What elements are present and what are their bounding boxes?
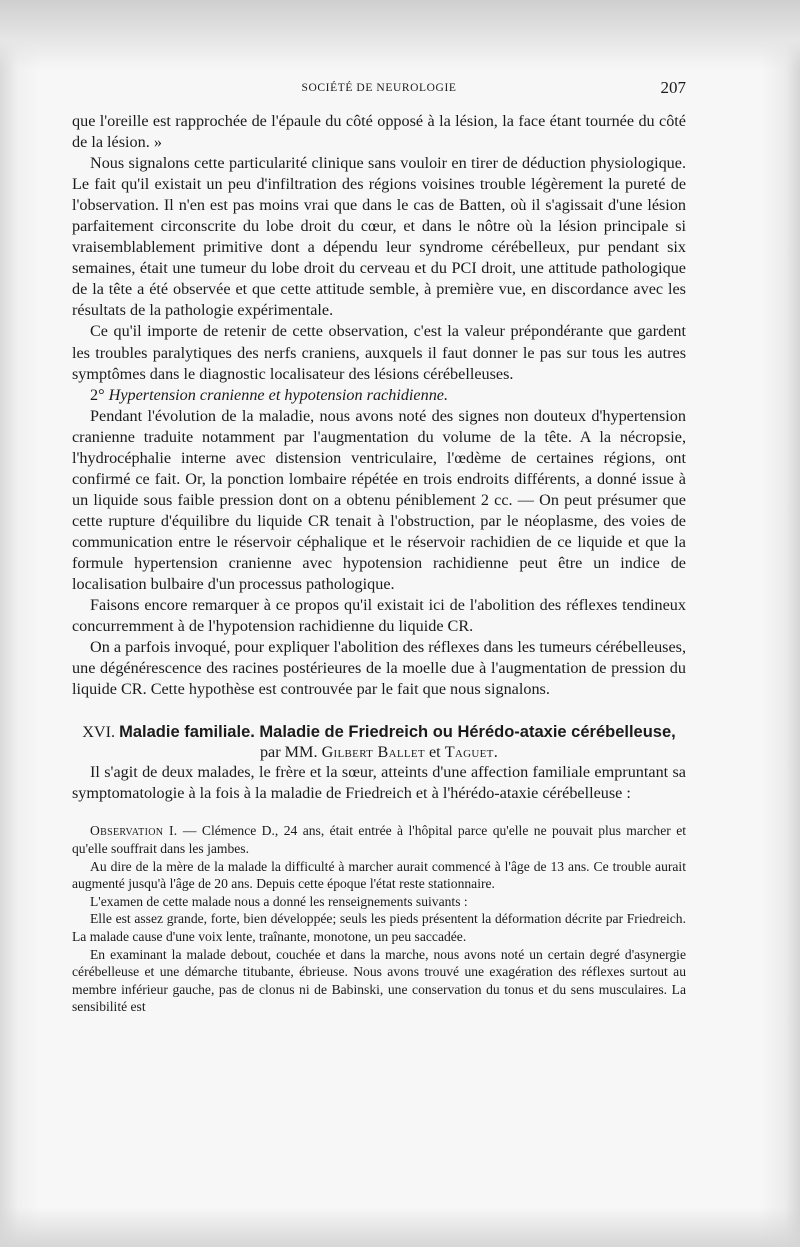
subheading-title: Hypertension cranienne et hypotension rachidienne.: [108, 385, 449, 404]
author-2: Taguet.: [444, 743, 499, 762]
body-text: [72, 111, 686, 1016]
paragraph-clinical-remark: Nous signalons cette particularité clinique sans vouloir en tirer de déduction physiologique. Le fait qu'il existait un peu d'infiltration des régions voisines trouble légèrement la pureté de l'observation. Il n'en est pas moins vrai que dans le cas de Batten, où il s'agissait d'une lésion parfaitement circonscrite du lobe droit du cœur, et dans le nôtre où la lésion principale si vraisemblablement primitive dont a dépendu leur syndrome cérébelleux, pur pendant six semaines, était une tumeur du lobe droit du cerveau et du PCI droit, une attitude pathologique de la tête a été observée et que cette attitude semble, à première vue, en discordance avec les résultats de la pathologie expérimentale.: [72, 154, 686, 320]
author-1: Gilbert Ballet: [321, 743, 425, 762]
section-number: XVI.: [82, 723, 116, 742]
running-head: SOCIÉTÉ DE NEUROLOGIE: [301, 82, 457, 94]
paragraph-intro: Il s'agit de deux malades, le frère et la sœur, atteints d'une affection familiale empruntant sa symptomatologie à la fois à la maladie de Friedreich et à l'hérédo-ataxie cérébelleuse :: [72, 763, 686, 803]
subheading-number: 2°: [90, 385, 105, 404]
observation-text-5: En examinant la malade debout, couchée et dans la marche, nous avons noté un certain degré d'asynergie cérébelleuse et une démarche titubante, ébrieuse. Nous avons trouvé une exagération des réflexes surtout au membre inférieur gauche, pas de clonus ni de Babinski, une conservation du tonus et du sens musculaires. La sensibilité est: [72, 946, 686, 1015]
scan-shadow-top: [0, 0, 800, 70]
paragraph-hypothesis: On a parfois invoqué, pour expliquer l'abolition des réflexes dans les tumeurs cérébelleuses, une dégénérescence des racines postérieures de la moelle due à l'augmentation de pression du liquide CR. Cette hypothèse est controuvée par le fait que nous signalons.: [72, 638, 686, 699]
observation-text-4: Elle est assez grande, forte, bien développée; seuls les pieds présentent la déformation décrite par Friedreich. La malade cause d'une voix lente, traînante, monotone, un peu saccadée.: [72, 911, 686, 944]
observation-text-1: — Clémence D., 24 ans, était entrée à l'hôpital parce qu'elle ne pouvait plus marcher et qu'elle souffrait dans les jambes.: [72, 823, 687, 856]
observation-opening: [72, 822, 686, 857]
paragraph-hypertension: Pendant l'évolution de la maladie, nous avons noté des signes non douteux d'hypertension cranienne traduite notamment par l'augmentation du volume de la tête. A la nécropsie, l'hydrocéphalie interne avec distension ventriculaire, l'œdème de certaines régions, ont confirmé ce fait. Or, la ponction lombaire répétée en trois endroits différents, a donné issue à un liquide sous faible pression dont on a obtenu péniblement 2 cc. — On peut présumer que cette rupture d'équilibre du liquide CR tenait à l'obstruction, par le néoplasme, des voies de communication entre le réservoir céphalique et le réservoir rachidien de ce liquide et que la formule hypertension cranienne avec hypotension rachidienne peut être un indice de localisation bulbaire d'un processus pathologique.: [72, 406, 686, 594]
subheading: [72, 385, 686, 406]
section-title: Maladie familiale. Maladie de Friedreich ou Hérédo-ataxie cérébelleuse,: [119, 723, 676, 742]
section-and: et: [429, 743, 441, 762]
paragraph-conclusion: Ce qu'il importe de retenir de cette observation, c'est la valeur prépondérante que gardent les troubles paralytiques des nerfs craniens, auxquels il faut donner le pas sur tous les autres symptômes dans le diagnostic localisateur des lésions cérébelleuses.: [72, 322, 686, 383]
observation-label: Observation I.: [90, 823, 178, 839]
paragraph-continued: que l'oreille est rapprochée de l'épaule du côté opposé à la lésion, la face étant tournée du côté de la lésion. »: [72, 112, 686, 152]
observation-block: [72, 822, 686, 1016]
page-number: 207: [660, 78, 686, 97]
scan-shadow-bottom: [0, 1207, 800, 1247]
section-heading: [72, 722, 686, 762]
section-by: par MM.: [259, 743, 318, 762]
page-header: [72, 78, 686, 102]
observation-text-2: Au dire de la mère de la malade la difficulté à marcher aurait commencé à l'âge de 13 ans. Ce trouble aurait augmenté jusqu'à l'âge de 20 ans. Depuis cette époque l'état reste stationnaire.: [72, 858, 686, 892]
paragraph-reflexes: Faisons encore remarquer à ce propos qu'il existait ici de l'abolition des réflexes tendineux concurremment à de l'hypotension rachidienne du liquide CR.: [72, 596, 686, 636]
observation-text-3: L'examen de cette malade nous a donné les renseignements suivants :: [90, 893, 468, 909]
